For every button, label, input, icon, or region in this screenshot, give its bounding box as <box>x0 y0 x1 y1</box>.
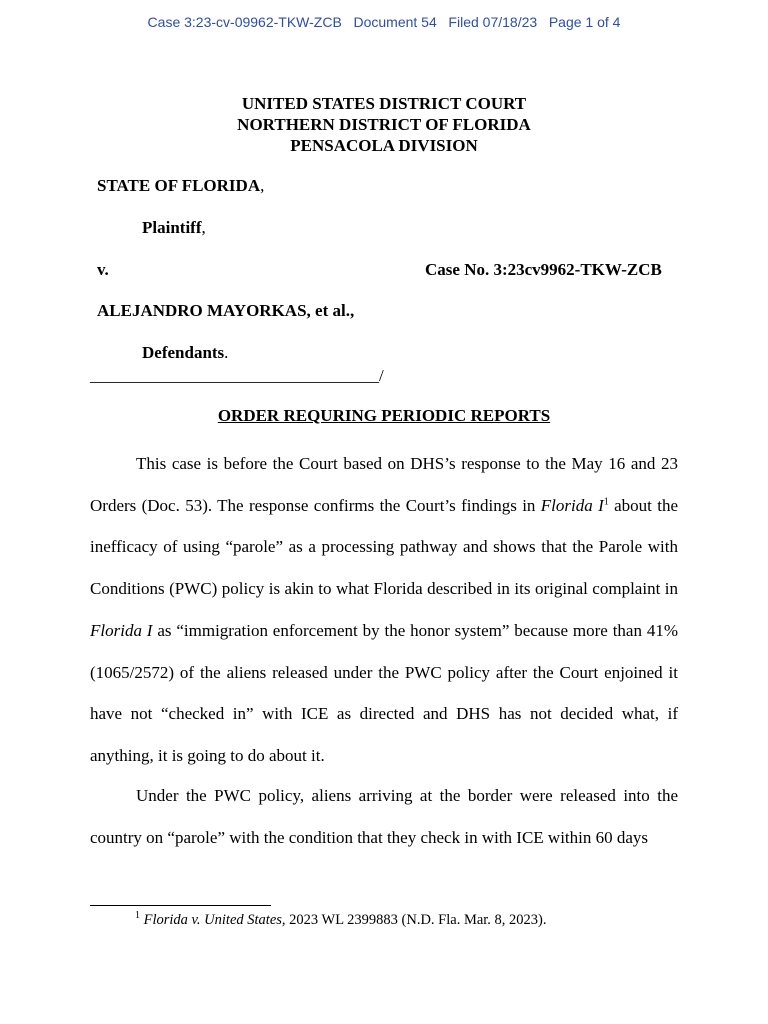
court-name: UNITED STATES DISTRICT COURT <box>241 94 527 113</box>
defendant-suffix: , et al., <box>306 301 355 320</box>
body-paragraph-1 <box>90 443 678 777</box>
stamp-document-number: Document 54 <box>353 14 437 30</box>
plaintiff-name: STATE OF FLORIDA <box>97 176 261 195</box>
defendant-name-line <box>97 301 354 321</box>
case-reference-florida-i-second: Florida I <box>90 620 153 640</box>
caption-rule: __________________________________/ <box>90 366 384 385</box>
defendants-label-line: Defendants. <box>142 343 229 362</box>
order-title: ORDER REQURING PERIODIC REPORTS <box>217 406 551 425</box>
defendant-name: ALEJANDRO MAYORKAS <box>97 301 307 320</box>
stamp-filed-date: Filed 07/18/23 <box>448 14 538 30</box>
court-division: PENSACOLA DIVISION <box>290 136 478 155</box>
body-paragraph-2 <box>90 775 678 858</box>
plaintiff-label: Plaintiff <box>142 218 202 237</box>
stamp-case-number: Case 3:23-cv-09962-TKW-ZCB <box>147 14 342 30</box>
footnote-number: 1 <box>135 910 140 922</box>
paragraph-1-part-c: as “immigration enforcement by the honor system” because more than 41% (1065/2572) of the aliens released under the PWC policy after the Court enjoined it have not “checked in” with ICE as directed and DHS has not decided what, if anything, it is going to do about it. <box>90 620 678 765</box>
paragraph-1-part-b: about the inefficacy of using “parole” as a processing pathway and shows that the Parole with Conditions (PWC) policy is akin to what Florida described in its original complaint in <box>90 495 678 599</box>
stamp-page-count: Page 1 of 4 <box>548 14 621 30</box>
ecf-header-stamp <box>0 14 768 30</box>
footnote-citation: , 2023 WL 2399883 (N.D. Fla. Mar. 8, 2023). <box>281 912 547 928</box>
plaintiff-name-line: STATE OF FLORIDA, <box>97 176 265 195</box>
case-number: Case No. 3:23cv9962-TKW-ZCB <box>425 260 662 279</box>
paragraph-1-part-a: This case is before the Court based on DHS’s response to the May 16 and 23 Orders (Doc. 53). The response confirms the Court’s findings in <box>90 454 678 515</box>
footnote-case-name: Florida v. United States <box>143 912 282 928</box>
footnote-1 <box>135 912 547 929</box>
footnote-reference: 1 <box>603 496 609 508</box>
case-reference-florida-i: Florida I <box>540 495 604 515</box>
court-heading <box>0 93 768 156</box>
paragraph-2-text: Under the PWC policy, aliens arriving at the border were released into the country on “parole” with the condition that they check in with ICE within 60 days <box>90 786 678 847</box>
plaintiff-label-line: Plaintiff, <box>142 218 206 237</box>
court-district: NORTHERN DISTRICT OF FLORIDA <box>237 115 531 134</box>
defendants-label: Defendants <box>142 343 225 362</box>
footnote-divider <box>90 905 271 906</box>
versus: v. <box>97 260 109 279</box>
